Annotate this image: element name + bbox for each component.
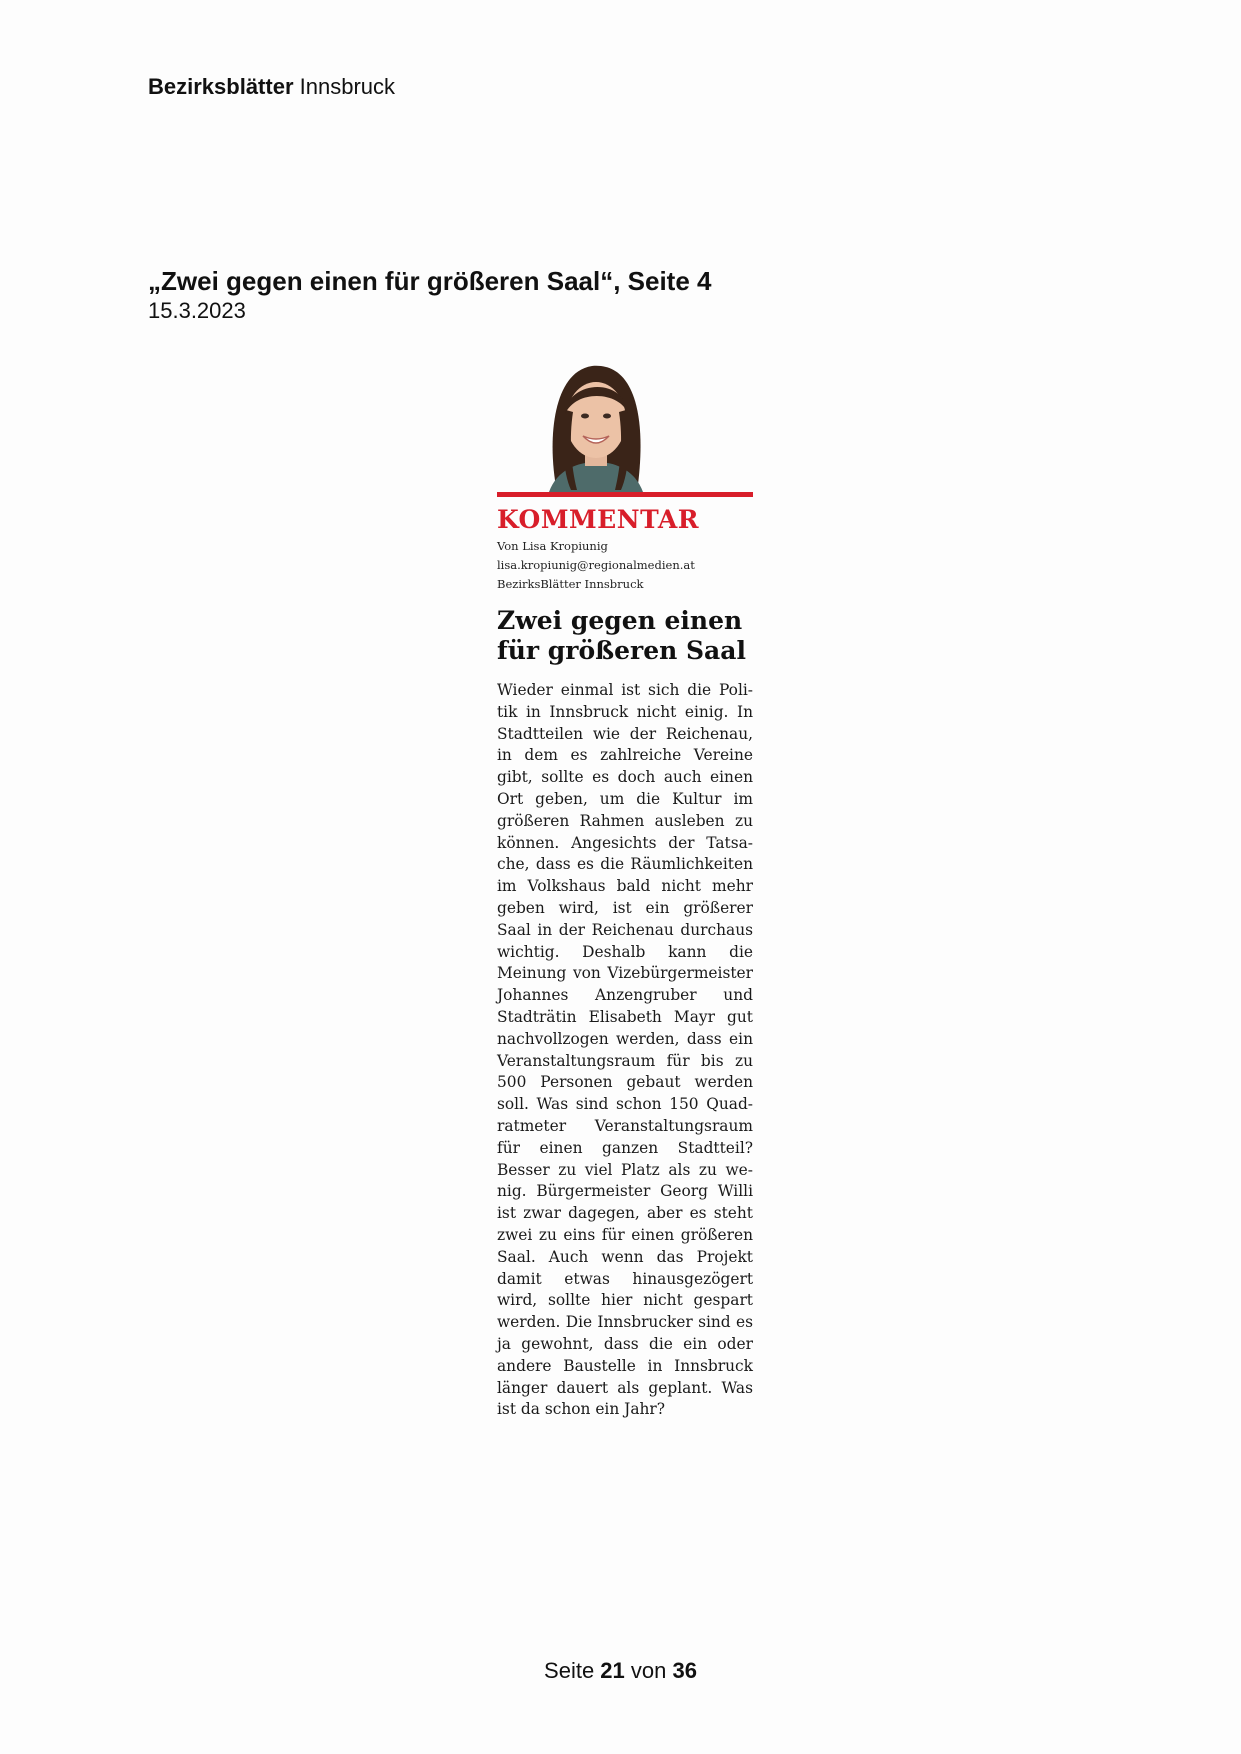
document-date: 15.3.2023	[148, 298, 246, 323]
author-email: lisa.kropiunig@regionalmedien.at	[497, 558, 695, 572]
byline	[497, 537, 753, 594]
footer-middle: von	[624, 1658, 673, 1683]
accent-rule	[497, 492, 753, 497]
section-label: KOMMENTAR	[497, 505, 699, 534]
page-footer	[0, 1658, 1241, 1684]
outlet-name: BezirksBlätter Innsbruck	[497, 577, 644, 591]
newspaper-clipping	[497, 362, 753, 1421]
document-title: „Zwei gegen einen für größeren Saal“, Seite 4	[148, 266, 712, 296]
article-body: Wieder einmal ist sich die Politik in Innsbruck nicht einig. In Stadtteilen wie der Reichenau, in dem es zahlreiche Vereine gibt, sollte es doch auch einen Ort geben, um die Kultur im größeren Rahmen ausleben zu können. Angesichts der Tatsache, dass es die Räumlichkeiten im Volkshaus bald nicht mehr geben wird, ist ein größerer Saal in der Reichenau durchaus wichtig. Deshalb kann die Meinung von Vizebürgermeister Johannes Anzengruber und Stadträtin Elisabeth Mayr gut nachvollzogen werden, dass ein Veranstaltungsraum für bis zu 500 Personen gebaut werden soll. Was sind schon 150 Quadratmeter Veranstaltungsraum für einen ganzen Stadtteil? Besser zu viel Platz als zu wenig. Bürgermeister Georg Willi ist zwar dagegen, aber es steht zwei zu eins für einen größeren Saal. Auch wenn das Projekt damit etwas hinausgezögert wird, sollte hier nicht gespart werden. Die Innsbrucker sind es ja gewohnt, dass die ein oder andere Baustelle in Innsbruck länger dauert als geplant. Was ist da schon ein Jahr?	[497, 681, 753, 1419]
publication-name	[148, 74, 395, 100]
author-name: Von Lisa Kropiunig	[497, 539, 608, 553]
article-headline: Zwei gegen einen für größeren Saal	[497, 606, 746, 665]
footer-prefix: Seite	[544, 1658, 601, 1683]
total-pages: 36	[672, 1658, 697, 1683]
author-portrait-icon	[497, 362, 753, 492]
current-page: 21	[600, 1658, 625, 1683]
publication-name-rest: Innsbruck	[293, 74, 396, 99]
publication-name-bold: Bezirksblätter	[148, 74, 294, 99]
